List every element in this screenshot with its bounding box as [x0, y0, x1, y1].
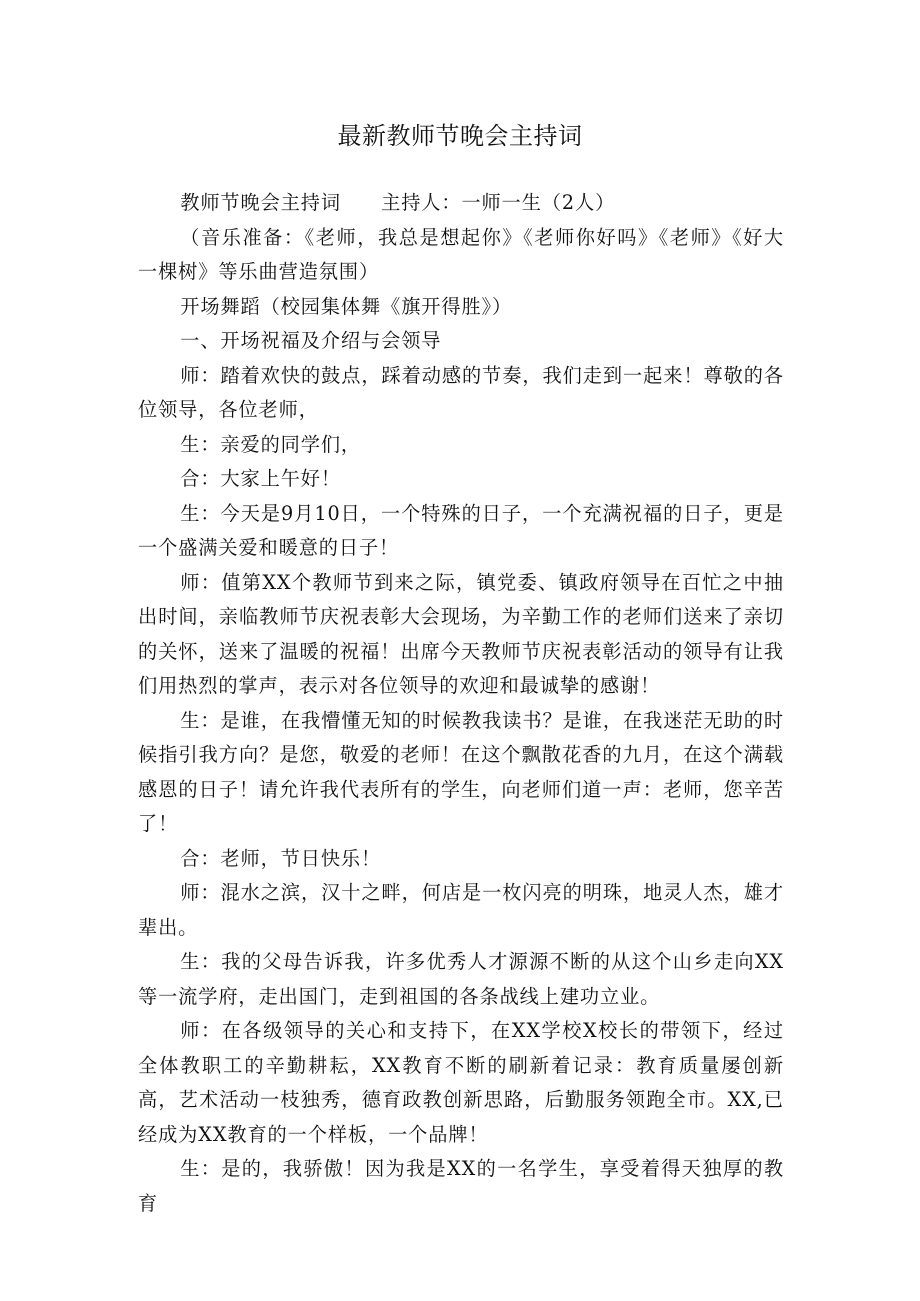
paragraph-host-info: 教师节晚会主持词 主持人：一师一生（2人）: [180, 191, 616, 214]
paragraph: 生：我的父母告诉我，许多优秀人才源源不断的从这个山乡走向XX等一流学府，走出国门，走到祖国的各条战线上建功立业。: [138, 950, 784, 1008]
paragraph: 生：是的，我骄傲！因为我是XX的一名学生，享受着得天独厚的教育: [138, 1157, 784, 1215]
paragraph: 师：踏着欢快的鼓点，踩着动感的节奏，我们走到一起来！尊敬的各位领导，各位老师，: [138, 363, 784, 421]
paragraph: 生：今天是9月10日，一个特殊的日子，一个充满祝福的日子，更是一个盛满关爱和暖意的日子！: [138, 501, 784, 559]
paragraph: 师：值第XX个教师节到来之际，镇党委、镇政府领导在百忙之中抽出时间，亲临教师节庆祝表彰大会现场，为辛勤工作的老师们送来了亲切的关怀，送来了温暖的祝福！出席今天教师节庆祝表彰活动的领导有让我们用热烈的掌声，表示对各位领导的欢迎和最诚挚的感谢！: [138, 570, 784, 697]
paragraph: 合：老师，节日快乐！: [180, 846, 382, 870]
paragraph: 师：在各级领导的关心和支持下，在XX学校X校长的带领下，经过全体教职工的辛勤耕耘，XX教育不断的刷新着记录：教育质量屡创新高，艺术活动一枝独秀，德育政教创新思路，后勤服务领跑全市。XX,已经成为XX教育的一个样板，一个品牌！: [138, 1019, 784, 1146]
paragraph: 生：亲爱的同学们，: [180, 432, 362, 456]
section-heading: 一、开场祝福及介绍与会领导: [180, 329, 442, 352]
paragraph: 合：大家上午好！: [180, 467, 341, 490]
document-title: 最新教师节晚会主持词: [337, 122, 583, 150]
paragraph-music-prep: （音乐准备：《老师，我总是想起你》《老师你好吗》《老师》《好大一棵树》等乐曲营造氛围）: [138, 225, 784, 283]
paragraph-opening-dance: 开场舞蹈（校园集体舞《旗开得胜》）: [180, 294, 513, 318]
paragraph: 生：是谁，在我懵懂无知的时候教我读书？是谁，在我迷茫无助的时候指引我方向？是您，敬爱的老师！在这个飘散花香的九月，在这个满载感恩的日子！请允许我代表所有的学生，向老师们道一声：老师，您辛苦了！: [138, 708, 784, 835]
document-body: [138, 186, 784, 1221]
paragraph: 师：混水之滨，汉十之畔，何店是一枚闪亮的明珠，地灵人杰，雄才辈出。: [138, 881, 784, 939]
